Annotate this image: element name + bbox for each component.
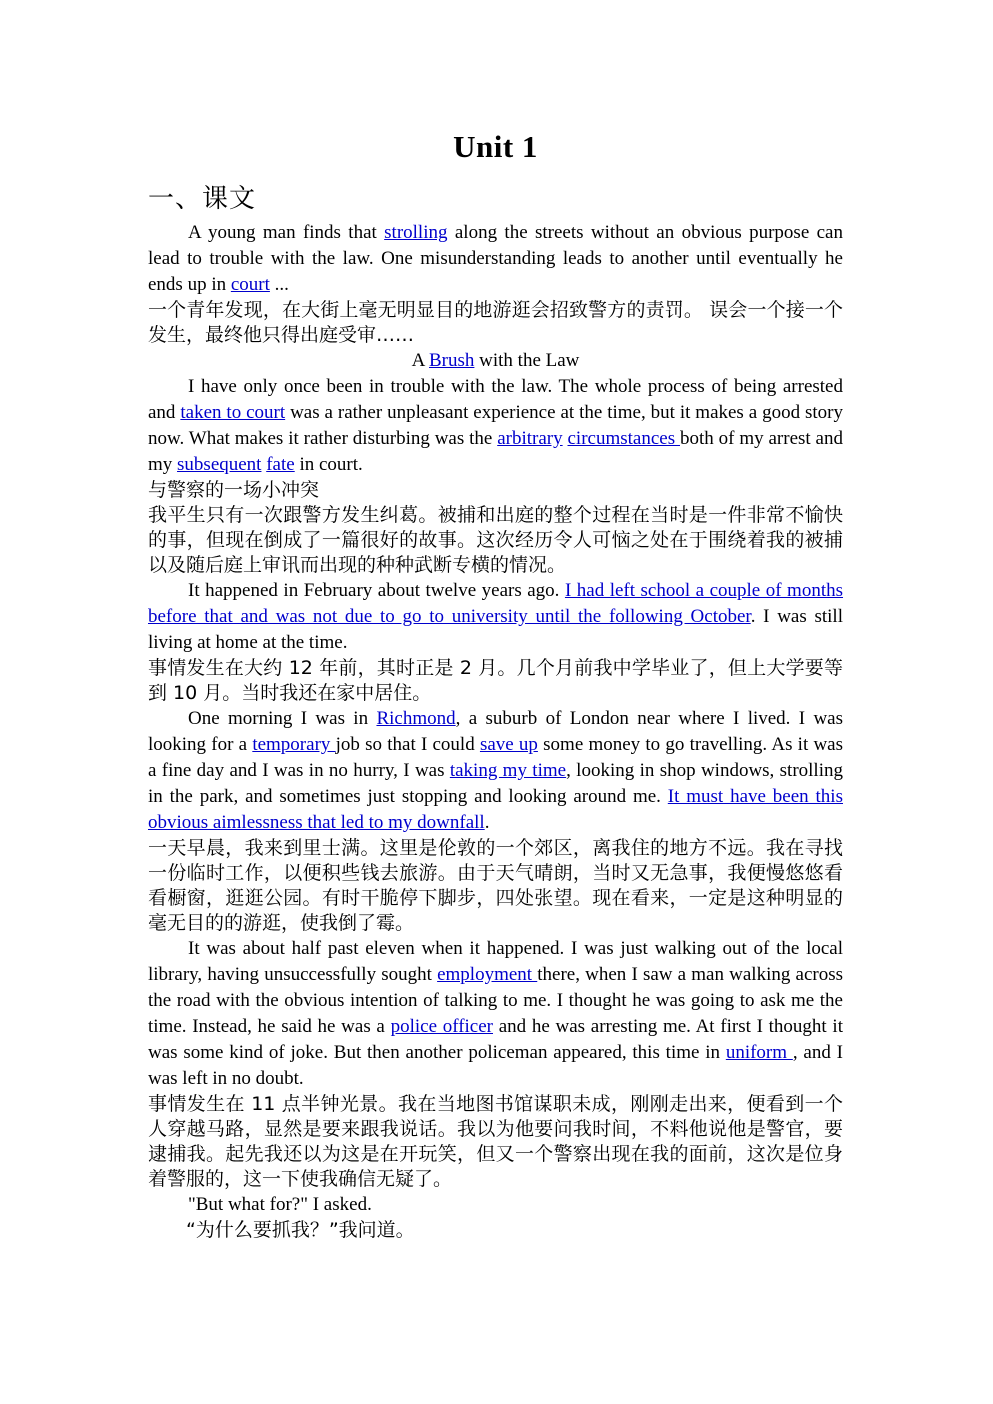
p1-text-b: along the streets without an obvious purpose can lead to trouble with the law. One misunderstanding leads to another until eventually he ends up in: [148, 221, 843, 295]
paragraph-1-english: [148, 220, 843, 298]
link-it-must-have-been[interactable]: It must have been this obvious aimlessness that led to my downfall: [148, 785, 843, 833]
link-i-had-left-school[interactable]: I had left school a couple of months before that and was not due to go to university until the following October: [148, 579, 844, 627]
paragraph-2-english: [148, 374, 843, 478]
document-content: [148, 0, 843, 1243]
paragraph-4-english: [148, 706, 843, 836]
p4-text-c: job so that I could: [335, 733, 480, 755]
article-title-suffix: with the Law: [474, 349, 580, 371]
link-taking-my-time[interactable]: taking my time: [449, 759, 567, 781]
paragraph-5-chinese: 事情发生在 11 点半钟光景。我在当地图书馆谋职未成，刚刚走出来，便看到一个人穿越马路，显然是要来跟我说话。我以为他要问我时间，不料他说他是警官，要逮捕我。起先我还以为这是在开玩笑，但又一个警察出现在我的面前，这次是位身着警服的，这一下使我确信无疑了。: [148, 1092, 843, 1190]
paragraph-6-chinese: “为什么要抓我？”我问道。: [186, 1218, 415, 1241]
p2-text-f: in court.: [294, 453, 363, 475]
page-title: Unit 1: [453, 129, 538, 164]
link-subsequent[interactable]: subsequent: [177, 453, 262, 475]
p2-text-b: was a rather unpleasant experience at the time, but it makes a good story now. What makes it rather disturbing was the: [148, 401, 844, 449]
link-richmond[interactable]: Richmond: [376, 707, 456, 729]
link-temporary[interactable]: temporary: [252, 733, 336, 755]
article-title: [148, 348, 843, 374]
p2-text-a: I have only once been in trouble with the law. The whole process of being arrested and: [148, 375, 843, 423]
link-court[interactable]: court: [230, 273, 270, 295]
link-strolling[interactable]: strolling: [384, 221, 448, 243]
paragraph-4-chinese: 一天早晨，我来到里士满。这里是伦敦的一个郊区，离我住的地方不远。我在寻找一份临时工作，以便积些钱去旅游。由于天气晴朗，当时又无急事，我便慢悠悠看看橱窗，逛逛公园。有时干脆停下脚步，四处张望。现在看来，一定是这种明显的毫无目的的游逛，使我倒了霉。: [148, 836, 843, 934]
p4-text-e: , looking in shop windows, strolling in the park, and sometimes just stopping and looking around me.: [148, 759, 843, 807]
p1-text-a: A young man finds that: [188, 221, 385, 243]
p3-text-b: . I was still living at home at the time.: [148, 605, 843, 653]
p2-text-d: both of my arrest and my: [148, 427, 843, 475]
link-taken-to-court[interactable]: taken to court: [180, 401, 286, 423]
link-arbitrary[interactable]: arbitrary: [497, 427, 563, 449]
link-employment[interactable]: employment: [437, 963, 538, 985]
p5-text-d: , and I was left in no doubt.: [148, 1041, 843, 1089]
chinese-article-title: 与警察的一场小冲突: [148, 478, 320, 501]
link-circumstances[interactable]: circumstances: [567, 427, 680, 449]
p1-text-c: ...: [269, 273, 289, 295]
paragraph-3-chinese: 事情发生在大约 12 年前，其时正是 2 月。几个月前我中学毕业了，但上大学要等到 10 月。当时我还在家中居住。: [148, 656, 843, 704]
paragraph-6-english: "But what for?" I asked.: [188, 1193, 372, 1215]
p5-text-c: and he was arresting me. At first I thought it was some kind of joke. But then another policeman appeared, this time in: [148, 1015, 843, 1063]
p4-text-a: One morning I was in: [188, 707, 377, 729]
p4-text-d: some money to go travelling. As it was a fine day and I was in no hurry, I was: [148, 733, 844, 781]
p5-text-a: It was about half past eleven when it happened. I was just walking out of the local library, having unsuccessfully sought: [148, 937, 843, 985]
p4-text-f: .: [484, 811, 490, 833]
link-brush[interactable]: Brush: [429, 349, 475, 371]
link-fate[interactable]: fate: [266, 453, 295, 475]
article-title-prefix: A: [411, 349, 429, 371]
section-heading-kewen: 一、课文: [148, 184, 257, 215]
p4-text-b: , a suburb of London near where I lived. I was looking for a: [148, 707, 844, 755]
paragraph-5-english: [148, 936, 843, 1092]
link-uniform[interactable]: uniform: [725, 1041, 793, 1063]
link-save-up[interactable]: save up: [479, 733, 538, 755]
paragraph-2-chinese: 我平生只有一次跟警方发生纠葛。被捕和出庭的整个过程在当时是一件非常不愉快的事，但现在倒成了一篇很好的故事。这次经历令人可恼之处在于围绕着我的被捕以及随后庭上审讯而出现的种种武断专横的情况。: [148, 503, 843, 576]
link-police-officer[interactable]: police officer: [390, 1015, 493, 1037]
p5-text-b: there, when I saw a man walking across the road with the obvious intention of talking to me. I thought he was going to ask me the time. Instead, he said he was a: [148, 963, 844, 1037]
paragraph-3-english: [148, 578, 843, 656]
paragraph-1-chinese: 一个青年发现，在大街上毫无明显目的地游逛会招致警方的责罚。 误会一个接一个发生，最终他只得出庭受审……: [148, 298, 843, 346]
p3-text-a: It happened in February about twelve years ago.: [188, 579, 565, 601]
